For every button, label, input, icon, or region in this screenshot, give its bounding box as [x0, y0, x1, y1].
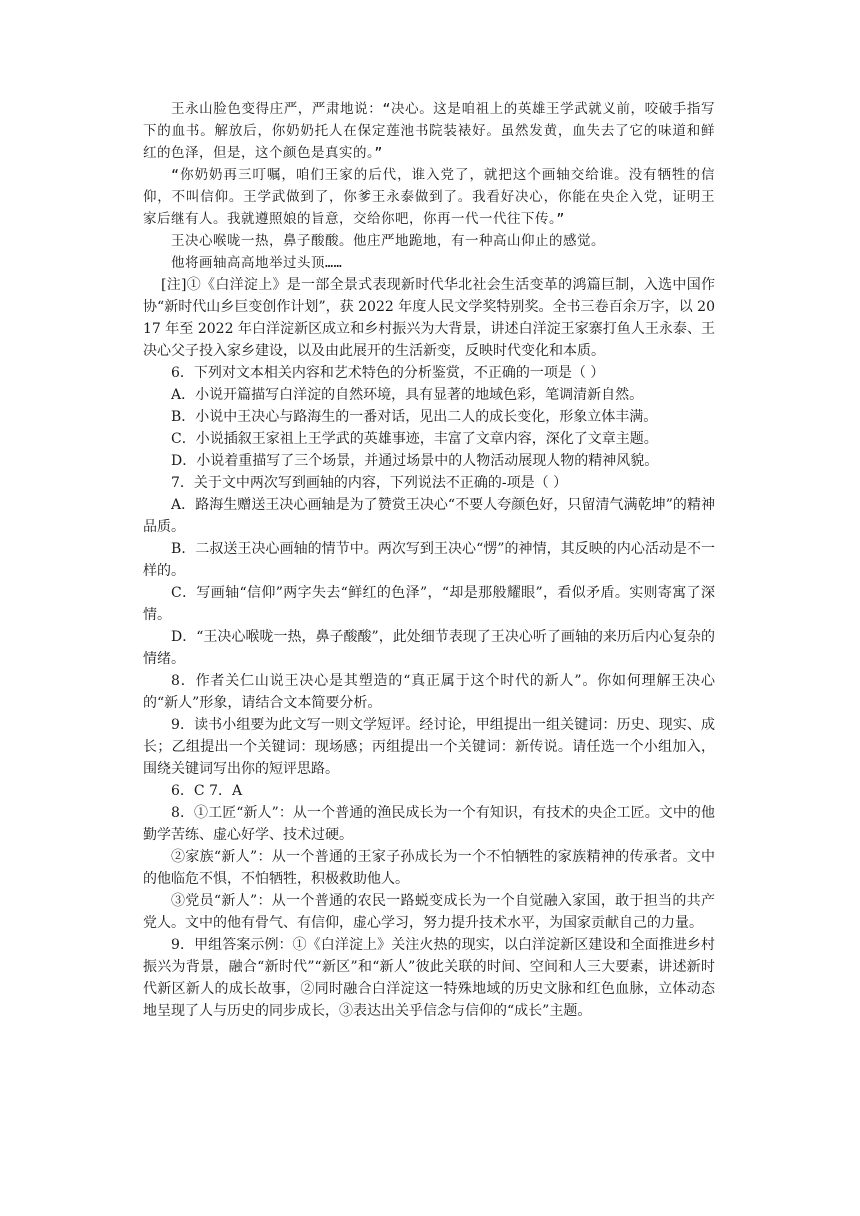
question-6-option-d: D．小说着重描写了三个场景，并通过场景中的人物活动展现人物的精神风貌。 — [171, 453, 659, 469]
story-paragraph: 王决心喉咙一热，鼻子酸酸。他庄严地跪地，有一种高山仰止的感觉。 — [171, 233, 605, 249]
question-8: 8．作者关仁山说王决心是其塑造的“真正属于这个时代的新人”。你如何理解王决心的“新人”形象，请结合文本简要分析。 — [143, 673, 715, 711]
question-7-option-a: A．路海生赠送王决心画轴是为了赞赏王决心“不要人夸颜色好，只留清气满乾坤”的精神品质。 — [143, 497, 715, 535]
question-7: 7．关于文中两次写到画轴的内容，下列说法不正确的-项是（ ） — [171, 475, 568, 491]
answer-8-point-1: 8．①工匠“新人”：从一个普通的渔民成长为一个有知识，有技术的央企工匠。文中的他勤学苦练、虚心好学、技术过硬。 — [143, 805, 715, 843]
annotation-note: [注]①《白洋淀上》是一部全景式表现新时代华北社会生活变革的鸿篇巨制，入选中国作协“新时代山乡巨变创作计划”，获 2022 年度人民文学奖特别奖。全书三卷百余万字，以 2017 年至 2022 年白洋淀新区成立和乡村振兴为大背景，讲述白洋淀王家寨打鱼人王永泰、王决心父子投入家乡建设，以及由此展开的生活新变，反映时代变化和本质。 — [143, 277, 715, 359]
question-6-option-c: C．小说插叙王家祖上王学武的英雄事迹，丰富了文章内容，深化了文章主题。 — [171, 431, 658, 447]
question-6-option-b: B．小说中王决心与路海生的一番对话，见出二人的成长变化，形象立体丰满。 — [171, 409, 658, 425]
question-6: 6．下列对文本相关内容和艺术特色的分析鉴赏，不正确的一项是（ ） — [171, 365, 605, 381]
document-page — [143, 98, 715, 1022]
answer-8-point-2: ②家族“新人”：从一个普通的王家子孙成长为一个不怕牺牲的家族精神的传承者。文中的他临危不惧，不怕牺牲，积极救助他人。 — [143, 849, 715, 887]
question-6-option-a: A．小说开篇描写白洋淀的自然环境，具有显著的地域色彩，笔调清新自然。 — [171, 387, 644, 403]
question-7-option-b: B．二叔送王决心画轴的情节中。两次写到王决心“愣”的神情，其反映的内心活动是不一样的。 — [143, 541, 715, 579]
answer-6-7: 6．C 7．A — [171, 783, 243, 799]
question-7-option-d: D．“王决心喉咙一热，鼻子酸酸”，此处细节表现了王决心听了画轴的来历后内心复杂的情绪。 — [143, 629, 715, 667]
answer-8-point-3: ③党员“新人”：从一个普通的农民一路蜕变成长为一个自觉融入家国，敢于担当的共产党人。文中的他有骨气、有信仰，虚心学习，努力提升技术水平，为国家贡献自己的力量。 — [143, 893, 715, 931]
question-9: 9．读书小组要为此文写一则文学短评。经讨论，甲组提出一组关键词：历史、现实、成长；乙组提出一个关键词：现场感；丙组提出一个关键词：新传说。请任选一个小组加入，围绕关键词写出你的短评思路。 — [143, 717, 715, 777]
answer-9: 9．甲组答案示例：①《白洋淀上》关注火热的现实，以白洋淀新区建设和全面推进乡村振兴为背景，融合“新时代”“新区”和“新人”彼此关联的时间、空间和人三大要素，讲述新时代新区新人的成长故事，②同时融合白洋淀这一特殊地域的历史文脉和红色血脉，立体动态地呈现了人与历史的同步成长，③表达出关乎信念与信仰的“成长”主题。 — [143, 937, 715, 1019]
story-paragraph: 王永山脸色变得庄严，严肃地说：“决心。这是咱祖上的英雄王学武就义前，咬破手指写下的血书。解放后，你奶奶托人在保定莲池书院装裱好。虽然发黄，血失去了它的味道和鲜红的色泽，但是，这个颜色是真实的。” — [143, 101, 715, 161]
story-paragraph: “你奶奶再三叮嘱，咱们王家的后代，谁入党了，就把这个画轴交给谁。没有牺牲的信仰，不叫信仰。王学武做到了，你爹王永泰做到了。我看好决心，你能在央企入党，证明王家后继有人。我就遵照娘的旨意，交给你吧，你再一代一代往下传。” — [143, 167, 715, 227]
story-paragraph: 他将画轴高高地举过头顶…… — [171, 255, 343, 271]
question-7-option-c: C．写画轴“信仰”两字失去“鲜红的色泽”，“却是那般耀眼”，看似矛盾。实则寄寓了深情。 — [143, 585, 715, 623]
